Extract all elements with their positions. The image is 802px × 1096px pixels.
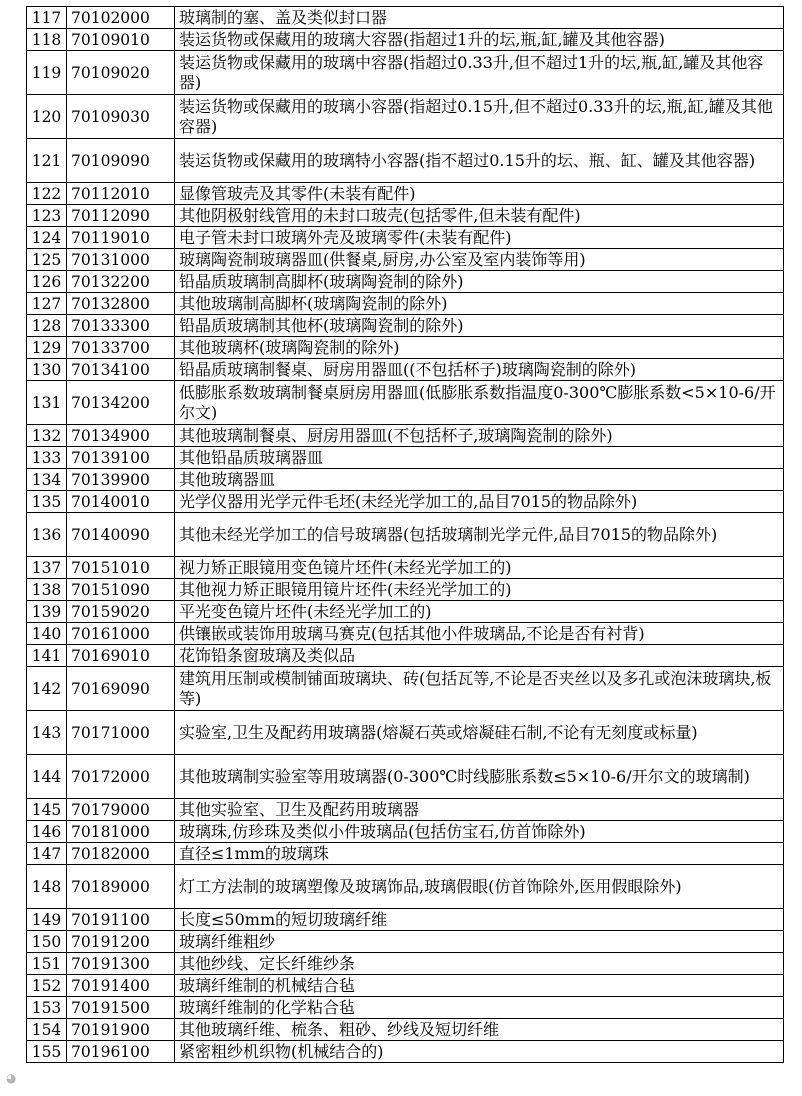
item-description: 玻璃纤维制的机械结合毡 <box>175 975 784 997</box>
hs-code: 70171000 <box>67 711 175 755</box>
item-description: 建筑用压制或模制铺面玻璃块、砖(包括瓦等,不论是否夹丝以及多孔或泡沫玻璃块,板等) <box>175 667 784 711</box>
hs-code: 70140090 <box>67 513 175 557</box>
hs-code: 70133300 <box>67 315 175 337</box>
table-row <box>27 513 784 557</box>
table-row <box>27 579 784 601</box>
hs-code: 70169010 <box>67 645 175 667</box>
table-row <box>27 711 784 755</box>
row-number: 145 <box>27 799 67 821</box>
item-description: 装运货物或保藏用的玻璃特小容器(指不超过0.15升的坛、瓶、缸、罐及其他容器) <box>175 139 784 183</box>
hs-code: 70140010 <box>67 491 175 513</box>
row-number: 131 <box>27 381 67 425</box>
row-number: 150 <box>27 931 67 953</box>
hs-code: 70139900 <box>67 469 175 491</box>
row-number: 141 <box>27 645 67 667</box>
item-description: 灯工方法制的玻璃塑像及玻璃饰品,玻璃假眼(仿首饰除外,医用假眼除外) <box>175 865 784 909</box>
item-description: 玻璃陶瓷制玻璃器皿(供餐桌,厨房,办公室及室内装饰等用) <box>175 249 784 271</box>
item-description: 直径≤1mm的玻璃珠 <box>175 843 784 865</box>
item-description: 花饰铅条窗玻璃及类似品 <box>175 645 784 667</box>
table-row <box>27 51 784 95</box>
row-number: 144 <box>27 755 67 799</box>
row-number: 151 <box>27 953 67 975</box>
hs-code: 70109030 <box>67 95 175 139</box>
item-description: 铅晶质玻璃制其他杯(玻璃陶瓷制的除外) <box>175 315 784 337</box>
row-number: 148 <box>27 865 67 909</box>
table-row <box>27 975 784 997</box>
hs-code: 70132800 <box>67 293 175 315</box>
table-row <box>27 29 784 51</box>
hs-code: 70191500 <box>67 997 175 1019</box>
table-row <box>27 205 784 227</box>
hs-code: 70151010 <box>67 557 175 579</box>
item-description: 实验室,卫生及配药用玻璃器(熔凝石英或熔凝硅石制,不论有无刻度或标量) <box>175 711 784 755</box>
item-description: 其他玻璃杯(玻璃陶瓷制的除外) <box>175 337 784 359</box>
row-number: 121 <box>27 139 67 183</box>
hs-code: 70181000 <box>67 821 175 843</box>
item-description: 玻璃珠,仿珍珠及类似小件玻璃品(包括仿宝石,仿首饰除外) <box>175 821 784 843</box>
hs-code: 70112010 <box>67 183 175 205</box>
table-row <box>27 1041 784 1063</box>
row-number: 152 <box>27 975 67 997</box>
hs-code: 70132200 <box>67 271 175 293</box>
table-row <box>27 755 784 799</box>
table-row <box>27 931 784 953</box>
tariff-code-table <box>26 6 784 1063</box>
table-row <box>27 249 784 271</box>
row-number: 124 <box>27 227 67 249</box>
row-number: 136 <box>27 513 67 557</box>
item-description: 其他玻璃制高脚杯(玻璃陶瓷制的除外) <box>175 293 784 315</box>
table-row <box>27 1019 784 1041</box>
row-number: 155 <box>27 1041 67 1063</box>
item-description: 其他未经光学加工的信号玻璃器(包括玻璃制光学元件,品目7015的物品除外) <box>175 513 784 557</box>
item-description: 显像管玻壳及其零件(未装有配件) <box>175 183 784 205</box>
row-number: 134 <box>27 469 67 491</box>
item-description: 长度≤50mm的短切玻璃纤维 <box>175 909 784 931</box>
item-description: 其他视力矫正眼镜用镜片坯件(未经光学加工的) <box>175 579 784 601</box>
item-description: 其他玻璃器皿 <box>175 469 784 491</box>
row-number: 117 <box>27 7 67 29</box>
table-container <box>26 6 783 1063</box>
table-row <box>27 557 784 579</box>
item-description: 其他玻璃制实验室等用玻璃器(0-300℃时线膨胀系数≤5×10-6/开尔文的玻璃制) <box>175 755 784 799</box>
item-description: 其他实验室、卫生及配药用玻璃器 <box>175 799 784 821</box>
row-number: 129 <box>27 337 67 359</box>
hs-code: 70191300 <box>67 953 175 975</box>
table-row <box>27 909 784 931</box>
row-number: 132 <box>27 425 67 447</box>
item-description: 玻璃纤维制的化学粘合毡 <box>175 997 784 1019</box>
row-number: 139 <box>27 601 67 623</box>
table-row <box>27 293 784 315</box>
hs-code: 70139100 <box>67 447 175 469</box>
table-body <box>27 7 784 1063</box>
table-row <box>27 821 784 843</box>
row-number: 130 <box>27 359 67 381</box>
hs-code: 70109090 <box>67 139 175 183</box>
hs-code: 70109020 <box>67 51 175 95</box>
row-number: 140 <box>27 623 67 645</box>
table-row <box>27 183 784 205</box>
item-description: 装运货物或保藏用的玻璃大容器(指超过1升的坛,瓶,缸,罐及其他容器) <box>175 29 784 51</box>
item-description: 电子管未封口玻璃外壳及玻璃零件(未装有配件) <box>175 227 784 249</box>
item-description: 铅晶质玻璃制餐桌、厨房用器皿((不包括杯子)玻璃陶瓷制的除外) <box>175 359 784 381</box>
hs-code: 70134100 <box>67 359 175 381</box>
hs-code: 70151090 <box>67 579 175 601</box>
hs-code: 70191200 <box>67 931 175 953</box>
row-number: 119 <box>27 51 67 95</box>
hs-code: 70159020 <box>67 601 175 623</box>
row-number: 118 <box>27 29 67 51</box>
hs-code: 70134900 <box>67 425 175 447</box>
table-row <box>27 491 784 513</box>
item-description: 其他阴极射线管用的未封口玻壳(包括零件,但未装有配件) <box>175 205 784 227</box>
hs-code: 70191100 <box>67 909 175 931</box>
table-row <box>27 337 784 359</box>
table-row <box>27 381 784 425</box>
item-description: 玻璃制的塞、盖及类似封口器 <box>175 7 784 29</box>
row-number: 135 <box>27 491 67 513</box>
row-number: 142 <box>27 667 67 711</box>
item-description: 低膨胀系数玻璃制餐桌厨房用器皿(低膨胀系数指温度0-300℃膨胀系数<5×10-6/开尔文) <box>175 381 784 425</box>
hs-code: 70134200 <box>67 381 175 425</box>
table-row <box>27 843 784 865</box>
row-number: 149 <box>27 909 67 931</box>
hs-code: 70102000 <box>67 7 175 29</box>
table-row <box>27 139 784 183</box>
table-row <box>27 799 784 821</box>
item-description: 铅晶质玻璃制高脚杯(玻璃陶瓷制的除外) <box>175 271 784 293</box>
item-description: 紧密粗纱机织物(机械结合的) <box>175 1041 784 1063</box>
hs-code: 70161000 <box>67 623 175 645</box>
table-row <box>27 359 784 381</box>
table-row <box>27 447 784 469</box>
hs-code: 70191400 <box>67 975 175 997</box>
item-description: 光学仪器用光学元件毛坯(未经光学加工的,品目7015的物品除外) <box>175 491 784 513</box>
row-number: 146 <box>27 821 67 843</box>
table-row <box>27 227 784 249</box>
row-number: 154 <box>27 1019 67 1041</box>
item-description: 玻璃纤维粗纱 <box>175 931 784 953</box>
row-number: 122 <box>27 183 67 205</box>
item-description: 平光变色镜片坯件(未经光学加工的) <box>175 601 784 623</box>
hs-code: 70133700 <box>67 337 175 359</box>
item-description: 其他玻璃制餐桌、厨房用器皿(不包括杯子,玻璃陶瓷制的除外) <box>175 425 784 447</box>
hs-code: 70109010 <box>67 29 175 51</box>
watermark: ◕ <box>6 1071 17 1085</box>
hs-code: 70189000 <box>67 865 175 909</box>
table-row <box>27 865 784 909</box>
row-number: 128 <box>27 315 67 337</box>
table-row <box>27 425 784 447</box>
row-number: 153 <box>27 997 67 1019</box>
table-row <box>27 271 784 293</box>
table-row <box>27 601 784 623</box>
hs-code: 70172000 <box>67 755 175 799</box>
table-row <box>27 997 784 1019</box>
table-row <box>27 469 784 491</box>
table-row <box>27 645 784 667</box>
hs-code: 70196100 <box>67 1041 175 1063</box>
row-number: 138 <box>27 579 67 601</box>
hs-code: 70131000 <box>67 249 175 271</box>
row-number: 120 <box>27 95 67 139</box>
hs-code: 70112090 <box>67 205 175 227</box>
item-description: 装运货物或保藏用的玻璃小容器(指超过0.15升,但不超过0.33升的坛,瓶,缸,罐及其他容器) <box>175 95 784 139</box>
item-description: 供镶嵌或装饰用玻璃马赛克(包括其他小件玻璃品,不论是否有衬背) <box>175 623 784 645</box>
table-row <box>27 953 784 975</box>
row-number: 147 <box>27 843 67 865</box>
table-row <box>27 7 784 29</box>
hs-code: 70119010 <box>67 227 175 249</box>
table-row <box>27 667 784 711</box>
item-description: 其他玻璃纤维、梳条、粗砂、纱线及短切纤维 <box>175 1019 784 1041</box>
hs-code: 70179000 <box>67 799 175 821</box>
row-number: 127 <box>27 293 67 315</box>
row-number: 143 <box>27 711 67 755</box>
hs-code: 70182000 <box>67 843 175 865</box>
row-number: 137 <box>27 557 67 579</box>
row-number: 125 <box>27 249 67 271</box>
item-description: 装运货物或保藏用的玻璃中容器(指超过0.33升,但不超过1升的坛,瓶,缸,罐及其他容器) <box>175 51 784 95</box>
item-description: 视力矫正眼镜用变色镜片坯件(未经光学加工的) <box>175 557 784 579</box>
table-row <box>27 623 784 645</box>
row-number: 123 <box>27 205 67 227</box>
row-number: 133 <box>27 447 67 469</box>
item-description: 其他铅晶质玻璃器皿 <box>175 447 784 469</box>
row-number: 126 <box>27 271 67 293</box>
table-row <box>27 315 784 337</box>
hs-code: 70169090 <box>67 667 175 711</box>
item-description: 其他纱线、定长纤维纱条 <box>175 953 784 975</box>
hs-code: 70191900 <box>67 1019 175 1041</box>
table-row <box>27 95 784 139</box>
